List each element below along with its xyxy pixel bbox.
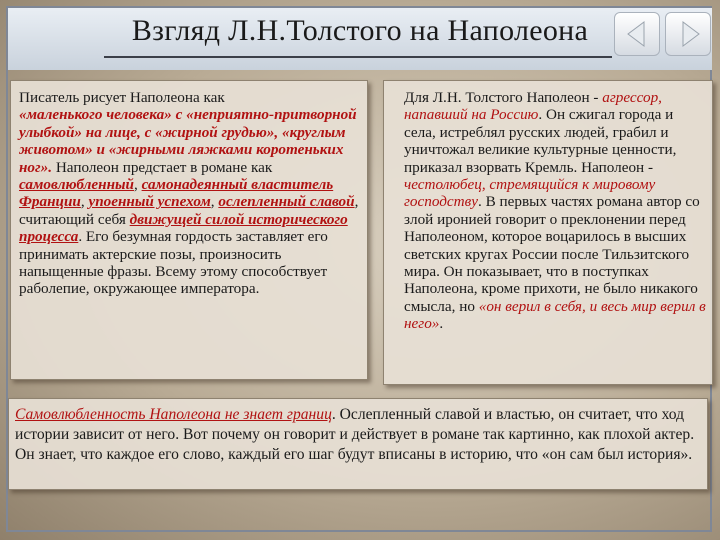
highlight-glory: ослепленный славой: [218, 193, 355, 211]
highlight-quote: «он верил в себя, и весь мир верил в него»: [404, 297, 706, 333]
highlight-driving-force: движущей силой исторического процесса: [19, 210, 348, 246]
highlight-aggressor: агрессор, напавший на Россию: [404, 89, 662, 124]
highlight-success: упоенный успехом: [88, 193, 211, 211]
text: . В первых частях романа автор со злой иронией говорит о преклонении перед Наполеоном, которое воцарилось в высших светских кругах России после Тильзитского мира. Он показывает, что в поступках Наполеона, кроме прихоти, не было никакого смысла, но: [404, 193, 700, 315]
text: Для Л.Н. Толстого Наполеон -: [404, 89, 603, 106]
title-underline: [104, 56, 612, 58]
quote-description: «маленького человека» с «неприятно-притворной улыбкой» на лице, с «жирной грудью», «круглым животом» и «жирными ляжками коротеньких ног».: [19, 106, 357, 176]
highlight-ambitious: честолюбец, стремящийся к мировому господству: [404, 176, 656, 211]
text: ,: [210, 193, 219, 211]
text: . Его безумная гордость заставляет его принимать актерские позы, произносить напыщенные фразы. Всему этому способствует раболепие, окружающее императора.: [19, 228, 328, 298]
highlight-self-loving: самовлюбленный: [19, 176, 134, 194]
page-title: Взгляд Л.Н.Толстого на Наполеона: [131, 14, 589, 47]
right-text-box: [383, 80, 713, 385]
arrow-right-icon: [675, 20, 703, 48]
text: . Он сжигал города и села, истреблял русских людей, грабил и уничтожал великие культурные ценности, приказал взорвать Кремль. Наполеон -: [404, 106, 677, 176]
prev-slide-button[interactable]: [614, 12, 660, 56]
highlight-narcissism: Самовлюбленность Наполеона не знает границ: [15, 406, 332, 423]
text: ,: [80, 193, 89, 211]
left-text-box: [10, 80, 368, 380]
bottom-text-box: [8, 398, 708, 490]
highlight-ruler: самонадеянный властитель Франции: [19, 176, 334, 211]
left-paragraph: [19, 89, 359, 298]
text: Наполеон предстает в романе как: [52, 158, 273, 176]
next-slide-button[interactable]: [665, 12, 711, 56]
right-paragraph: [404, 89, 706, 333]
bottom-paragraph: [15, 405, 701, 465]
text: ,: [134, 176, 142, 194]
arrow-left-icon: [624, 20, 652, 48]
text: Писатель рисует Наполеона как: [19, 89, 225, 106]
text: , считающий себя: [19, 193, 359, 228]
text: . Ослепленный славой и властью, он считает, что ход истории зависит от него. Вот почему он говорит и действует в романе так картинно, как плохой актер. Он знает, что каждое его слово, каждый его шаг будут вписаны в историю, что «он сам был история».: [15, 406, 695, 463]
text: .: [439, 315, 444, 333]
